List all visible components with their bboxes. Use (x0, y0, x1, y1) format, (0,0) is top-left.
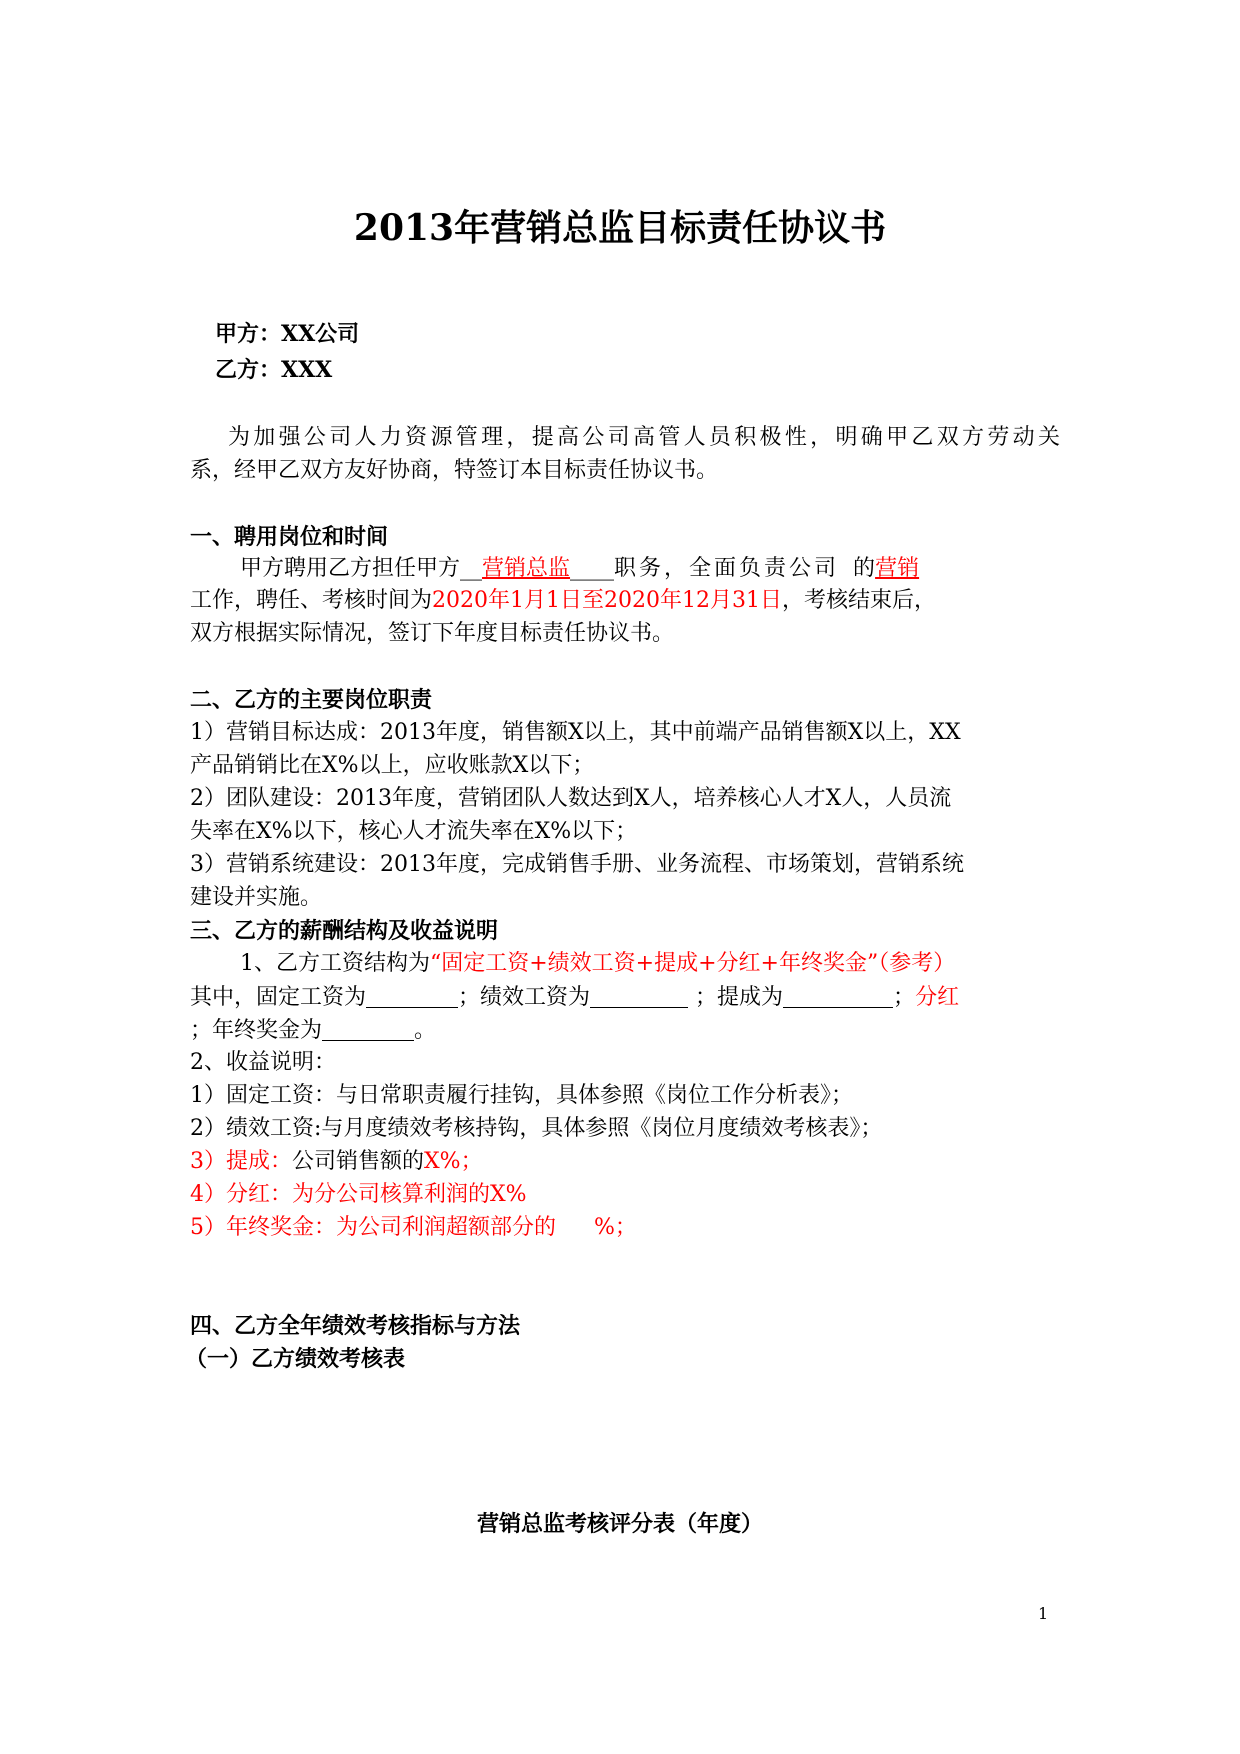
intro-line-1: 为加强公司人力资源管理，提高公司高管人员积极性，明确甲乙双方劳动关 (228, 425, 1060, 450)
section1-line-3: 双方根据实际情况，签订下年度目标责任协议书。 (190, 621, 675, 646)
commission-text: 公司销售额的 (292, 1149, 425, 1174)
section1-gap: __ (460, 556, 483, 581)
separator: ； (893, 985, 916, 1010)
duty-line: 3）营销系统建设：2013年度，完成销售手册、业务流程、市场策划，营销系统 (190, 852, 964, 877)
duty-line: 2）团队建设：2013年度，营销团队人数达到X人，培养核心人才X人，人员流 (190, 786, 952, 811)
bonus-rate: %； (594, 1215, 637, 1240)
section1-text: 工作，聘任、考核时间为 (190, 588, 433, 613)
bonus-line (190, 1014, 1060, 1047)
document-title: 2013年营销总监目标责任协议书 (353, 207, 887, 249)
intro-line-2: 系，经甲乙双方友好协商，特签订本目标责任协议书。 (190, 458, 719, 483)
section1-gap: ____ (570, 556, 615, 581)
performance-salary-blank (590, 981, 688, 1008)
section2-heading: 二、乙方的主要岗位职责 (190, 687, 433, 713)
section1-line-2 (190, 585, 1060, 617)
income-explanation-heading: 2、收益说明： (190, 1050, 336, 1075)
section1-text-c: 的 (853, 556, 876, 581)
duty-line: 建设并实施。 (190, 885, 323, 910)
salary-breakdown-line (190, 981, 1060, 1014)
duty-line: 产品销销比在X%以上，应收账款X以下； (190, 753, 595, 778)
section1-text-b: 职务，全面负责公司 (614, 556, 840, 581)
commission-rate: X%； (424, 1149, 483, 1174)
section1-text-a: 甲方聘用乙方担任甲方 (240, 556, 461, 581)
income-item-dividend: 4）分红：为分公司核算利润的X% (190, 1182, 527, 1207)
commission-blank (783, 981, 893, 1008)
bonus-text: 5）年终奖金：为公司利润超额部分的 (190, 1215, 556, 1240)
responsibility-area: 营销 (875, 556, 920, 581)
salary-structure-line (240, 948, 1060, 980)
duty-line: 1）营销目标达成：2013年度，销售额X以上，其中前端产品销售额X以上，XX (190, 720, 961, 745)
income-item-performance: 2）绩效工资:与月度绩效考核持钩，具体参照《岗位月度绩效考核表》； (190, 1116, 883, 1141)
fixed-salary-blank (366, 981, 458, 1008)
section1-line-1 (240, 553, 1060, 585)
commission-label: 3）提成： (190, 1149, 292, 1174)
duty-line: 失率在X%以下，核心人才流失率在X%以下； (190, 819, 638, 844)
year-end-bonus-label: ；年终奖金为 (190, 1018, 323, 1043)
salary-structure-formula: “固定工资+绩效工资+提成+分红+年终奖金”（参考） (430, 951, 956, 976)
contract-period: 2020年1月1日至2020年12月31日 (432, 588, 782, 613)
commission-label: ；提成为 (695, 985, 784, 1010)
income-item-commission (190, 1146, 1060, 1178)
section1-heading: 一、聘用岗位和时间 (190, 524, 389, 550)
party-b: 乙方：XXX (215, 357, 333, 383)
table-title: 营销总监考核评分表（年度） (476, 1511, 763, 1537)
party-a: 甲方：XX公司 (215, 321, 360, 347)
fixed-salary-label: 其中，固定工资为 (190, 985, 367, 1010)
dividend-label: 分红 (915, 985, 960, 1010)
income-item-fixed: 1）固定工资：与日常职责履行挂钩，具体参照《岗位工作分析表》； (190, 1083, 853, 1108)
position-value: 营销总监 (482, 556, 571, 581)
performance-salary-label: ；绩效工资为 (458, 985, 591, 1010)
salary-structure-prefix: 1、乙方工资结构为 (240, 951, 430, 976)
year-end-bonus-blank (322, 1014, 414, 1041)
income-item-bonus (190, 1212, 1060, 1244)
section3-heading: 三、乙方的薪酬结构及收益说明 (190, 918, 499, 944)
page-number: 1 (1038, 1604, 1049, 1623)
section4-heading: 四、乙方全年绩效考核指标与方法 (190, 1313, 521, 1339)
section1-text: ，考核结束后， (781, 588, 936, 613)
section4-subheading: （一）乙方绩效考核表 (185, 1346, 406, 1372)
period-end: 。 (414, 1018, 437, 1043)
